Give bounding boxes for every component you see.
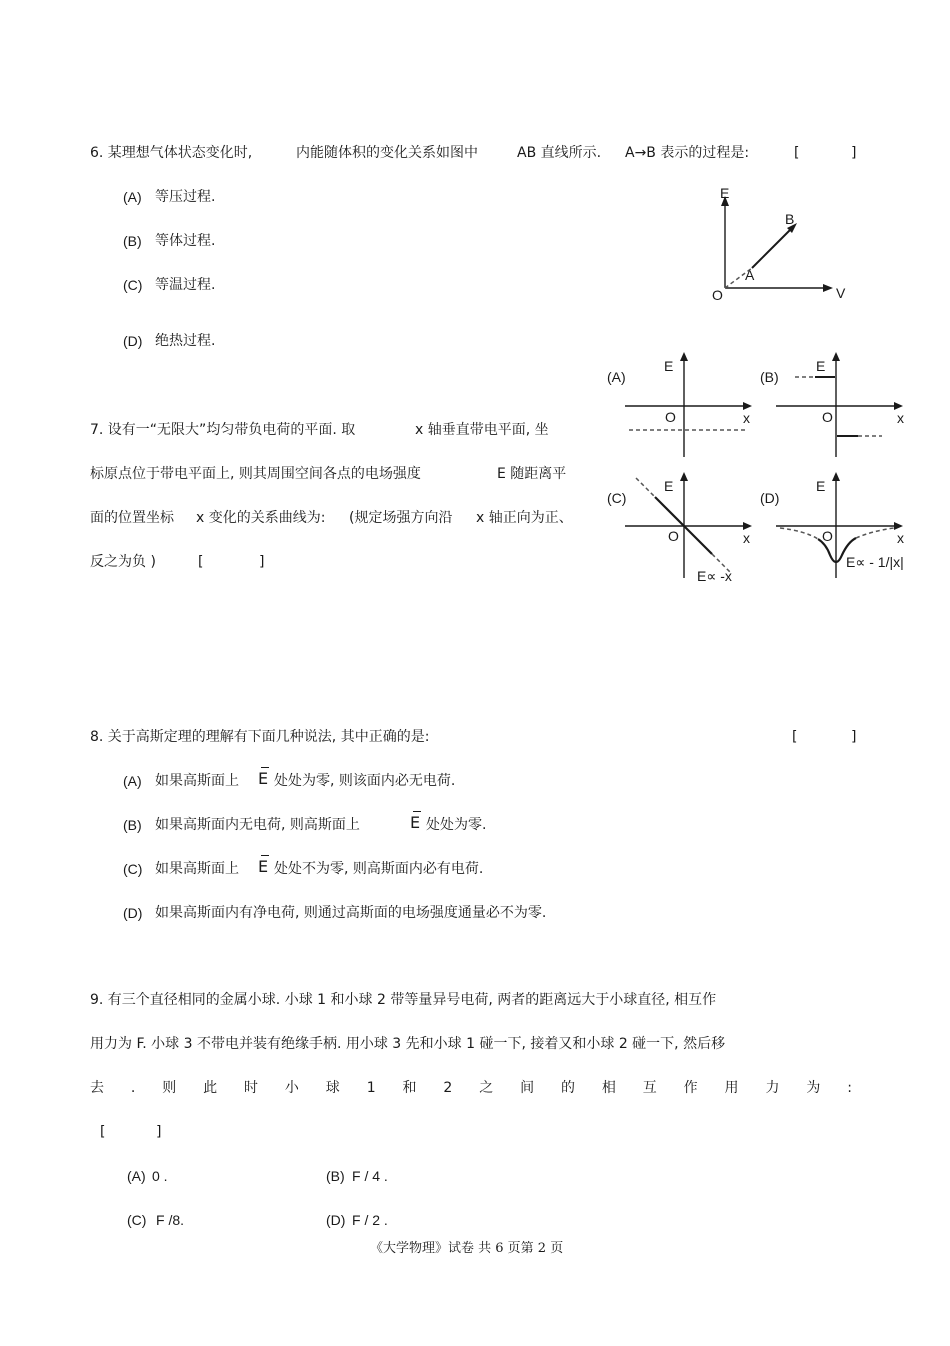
q9-line3-char: 的 [560,1080,575,1096]
q8-option-a-pre: 如果高斯面上 [155,773,239,789]
q7-d-e-label: E [816,478,826,494]
q9-line3-char: 2 [443,1080,453,1096]
q7-c-e-arrow [680,472,688,481]
q7-a-x-label: x [743,410,750,426]
q9-line3-char: 和 [402,1080,417,1096]
q8-option-a-post: 处处为零, 则该面内必无电荷. [274,773,456,789]
q7-answer-bracket-left: [ [198,554,204,570]
q7-a-label: (A) [607,369,626,385]
q9-answer-bracket-right: ] [156,1124,162,1140]
q6-option-b-label: (B) [123,233,142,249]
q7-a-o-label: O [665,409,676,425]
q7-line3-part3: (规定场强方向沿 [349,510,453,526]
q9-option-c-label: (C) [127,1212,147,1228]
q8-option-c-label: (C) [123,861,143,877]
q9-line3-char: 球 [325,1080,340,1096]
q6-option-c-text: 等温过程. [155,277,216,293]
q8-option-d-text: 如果高斯面内有净电荷, 则通过高斯面的电场强度通量必不为零. [155,905,547,921]
q7-d-o-label: O [822,528,833,544]
q9-line3-char: 时 [244,1080,259,1096]
q7-a-e-label: E [664,358,674,374]
q8-option-c-e-vector: E [258,857,269,876]
q8-option-c-post: 处处不为零, 则高斯面内必有电荷. [274,861,484,877]
q9-line3-char: 相 [601,1080,616,1096]
q9-line3-char: 互 [642,1080,657,1096]
q6-energy-volume-diagram [700,180,860,305]
q7-d-x-arrow [894,522,903,530]
q6-option-d-text: 绝热过程. [155,333,216,349]
q6-label-a: A [745,267,755,283]
q7-graph-c [607,472,752,584]
q9-line3-char: 间 [520,1080,535,1096]
q9-option-c-text: F /8. [156,1212,185,1228]
q9-line3-char: 1 [366,1080,376,1096]
q7-d-curve-right-dashed [856,528,894,538]
q7-c-e-label: E [664,478,674,494]
q9-line3-char: 用 [724,1080,739,1096]
q7-answer-bracket-right: ] [259,554,265,570]
q7-d-e-arrow [832,472,840,481]
q7-b-e-arrow [832,352,840,361]
q7-d-x-label: x [897,530,904,546]
q7-d-note: E∝ - 1/|x| [846,554,904,570]
q8-answer-bracket-left: [ [792,729,798,745]
q6-label-o: O [712,287,723,303]
q6-option-d-label: (D) [123,333,143,349]
q7-graph-b [760,352,904,457]
q7-line2-part2: E 随距离平 [497,466,567,482]
q6-v-axis-arrow [823,284,833,292]
q7-b-e-label: E [816,358,826,374]
q7-c-x-label: x [743,530,750,546]
q8-stem: 8. 关于高斯定理的理解有下面几种说法, 其中正确的是: [90,729,430,745]
q6-answer-bracket-right: ] [851,145,857,161]
q6-option-a-label: (A) [123,189,142,205]
q9-option-b-text: F / 4 . [352,1168,388,1184]
q7-line2-part1: 标原点位于带电平面上, 则其周围空间各点的电场强度 [90,466,421,482]
q8-option-b-e-vector: E [410,813,421,832]
q8-option-b-pre: 如果高斯面内无电荷, 则高斯面上 [155,817,360,833]
q9-option-a-text: 0 . [152,1168,168,1184]
q6-stem-part1: 6. 某理想气体状态变化时, [90,145,253,161]
q9-line3-char: 小 [284,1080,299,1096]
q9-option-d-text: F / 2 . [352,1212,388,1228]
q9-line3-char: : [847,1080,852,1096]
q7-line1-part2: x 轴垂直带电平面, 坐 [415,422,549,438]
q7-line3-part2: x 变化的关系曲线为: [196,510,326,526]
q7-line4: 反之为负 ) [90,554,156,570]
q7-line1-part1: 7. 设有一“无限大”均匀带负电荷的平面. 取 [90,422,356,438]
q9-option-b-label: (B) [326,1168,345,1184]
q7-c-x-arrow [743,522,752,530]
q7-c-note: E∝ -x [697,568,732,584]
q9-option-a-label: (A) [127,1168,146,1184]
q7-b-x-arrow [894,402,903,410]
q9-line3-char: 作 [683,1080,698,1096]
q6-option-b-text: 等体过程. [155,233,216,249]
q9-answer-bracket-left: [ [100,1124,106,1140]
q6-option-a-text: 等压过程. [155,189,216,205]
q6-stem-part2: 内能随体积的变化关系如图中 [296,145,478,161]
q6-answer-bracket-left: [ [794,145,800,161]
q7-d-curve-left-dashed [780,528,818,539]
q6-label-v: V [836,285,846,301]
q6-label-b: B [785,211,795,227]
q9-line3-char: 则 [162,1080,177,1096]
q7-b-o-label: O [822,409,833,425]
q8-option-d-label: (D) [123,905,143,921]
q6-label-e: E [720,185,730,201]
q7-four-graphs [600,345,930,590]
q7-graph-d [760,472,904,578]
q7-c-label: (C) [607,490,627,506]
q8-option-b-label: (B) [123,817,142,833]
q9-option-d-label: (D) [326,1212,346,1228]
q7-c-curve-upper-dashed [636,478,655,497]
q8-answer-bracket-right: ] [851,729,857,745]
q9-line3 [90,1079,852,1097]
q6-ab-line [752,228,792,268]
q7-b-x-label: x [897,410,904,426]
q9-line3-char: 为 [806,1080,821,1096]
q9-line3-char: 之 [479,1080,494,1096]
q8-option-a-e-vector: E [258,769,269,788]
q9-line2: 用力为 F. 小球 3 不带电并装有绝缘手柄. 用小球 3 先和小球 1 碰一下, 接着又和小球 2 碰一下, 然后移 [90,1036,726,1052]
q6-stem-part3: AB 直线所示. [517,145,602,161]
q7-graph-a [607,352,752,457]
q9-line3-char: 此 [203,1080,218,1096]
q7-a-e-arrow [680,352,688,361]
q8-option-a-label: (A) [123,773,142,789]
q9-line3-char: 去 [90,1080,104,1096]
q7-line3-part1: 面的位置坐标 [90,510,174,526]
q8-option-b-post: 处处为零. [426,817,487,833]
q9-line3-char: . [130,1080,136,1096]
q7-d-label: (D) [760,490,780,506]
q7-b-label: (B) [760,369,779,385]
q7-line3-part4: x 轴正向为正、 [476,510,573,526]
q6-option-c-label: (C) [123,277,143,293]
q6-stem-part4: A→B 表示的过程是: [625,145,750,161]
page-footer: 《大学物理》试卷 共 6 页第 2 页 [370,1241,564,1256]
q9-line3-char: 力 [765,1080,780,1096]
q9-line1: 9. 有三个直径相同的金属小球. 小球 1 和小球 2 带等量异号电荷, 两者的距离远大于小球直径, 相互作 [90,992,717,1008]
q7-c-o-label: O [668,528,679,544]
q7-a-x-arrow [743,402,752,410]
q8-option-c-pre: 如果高斯面上 [155,861,239,877]
